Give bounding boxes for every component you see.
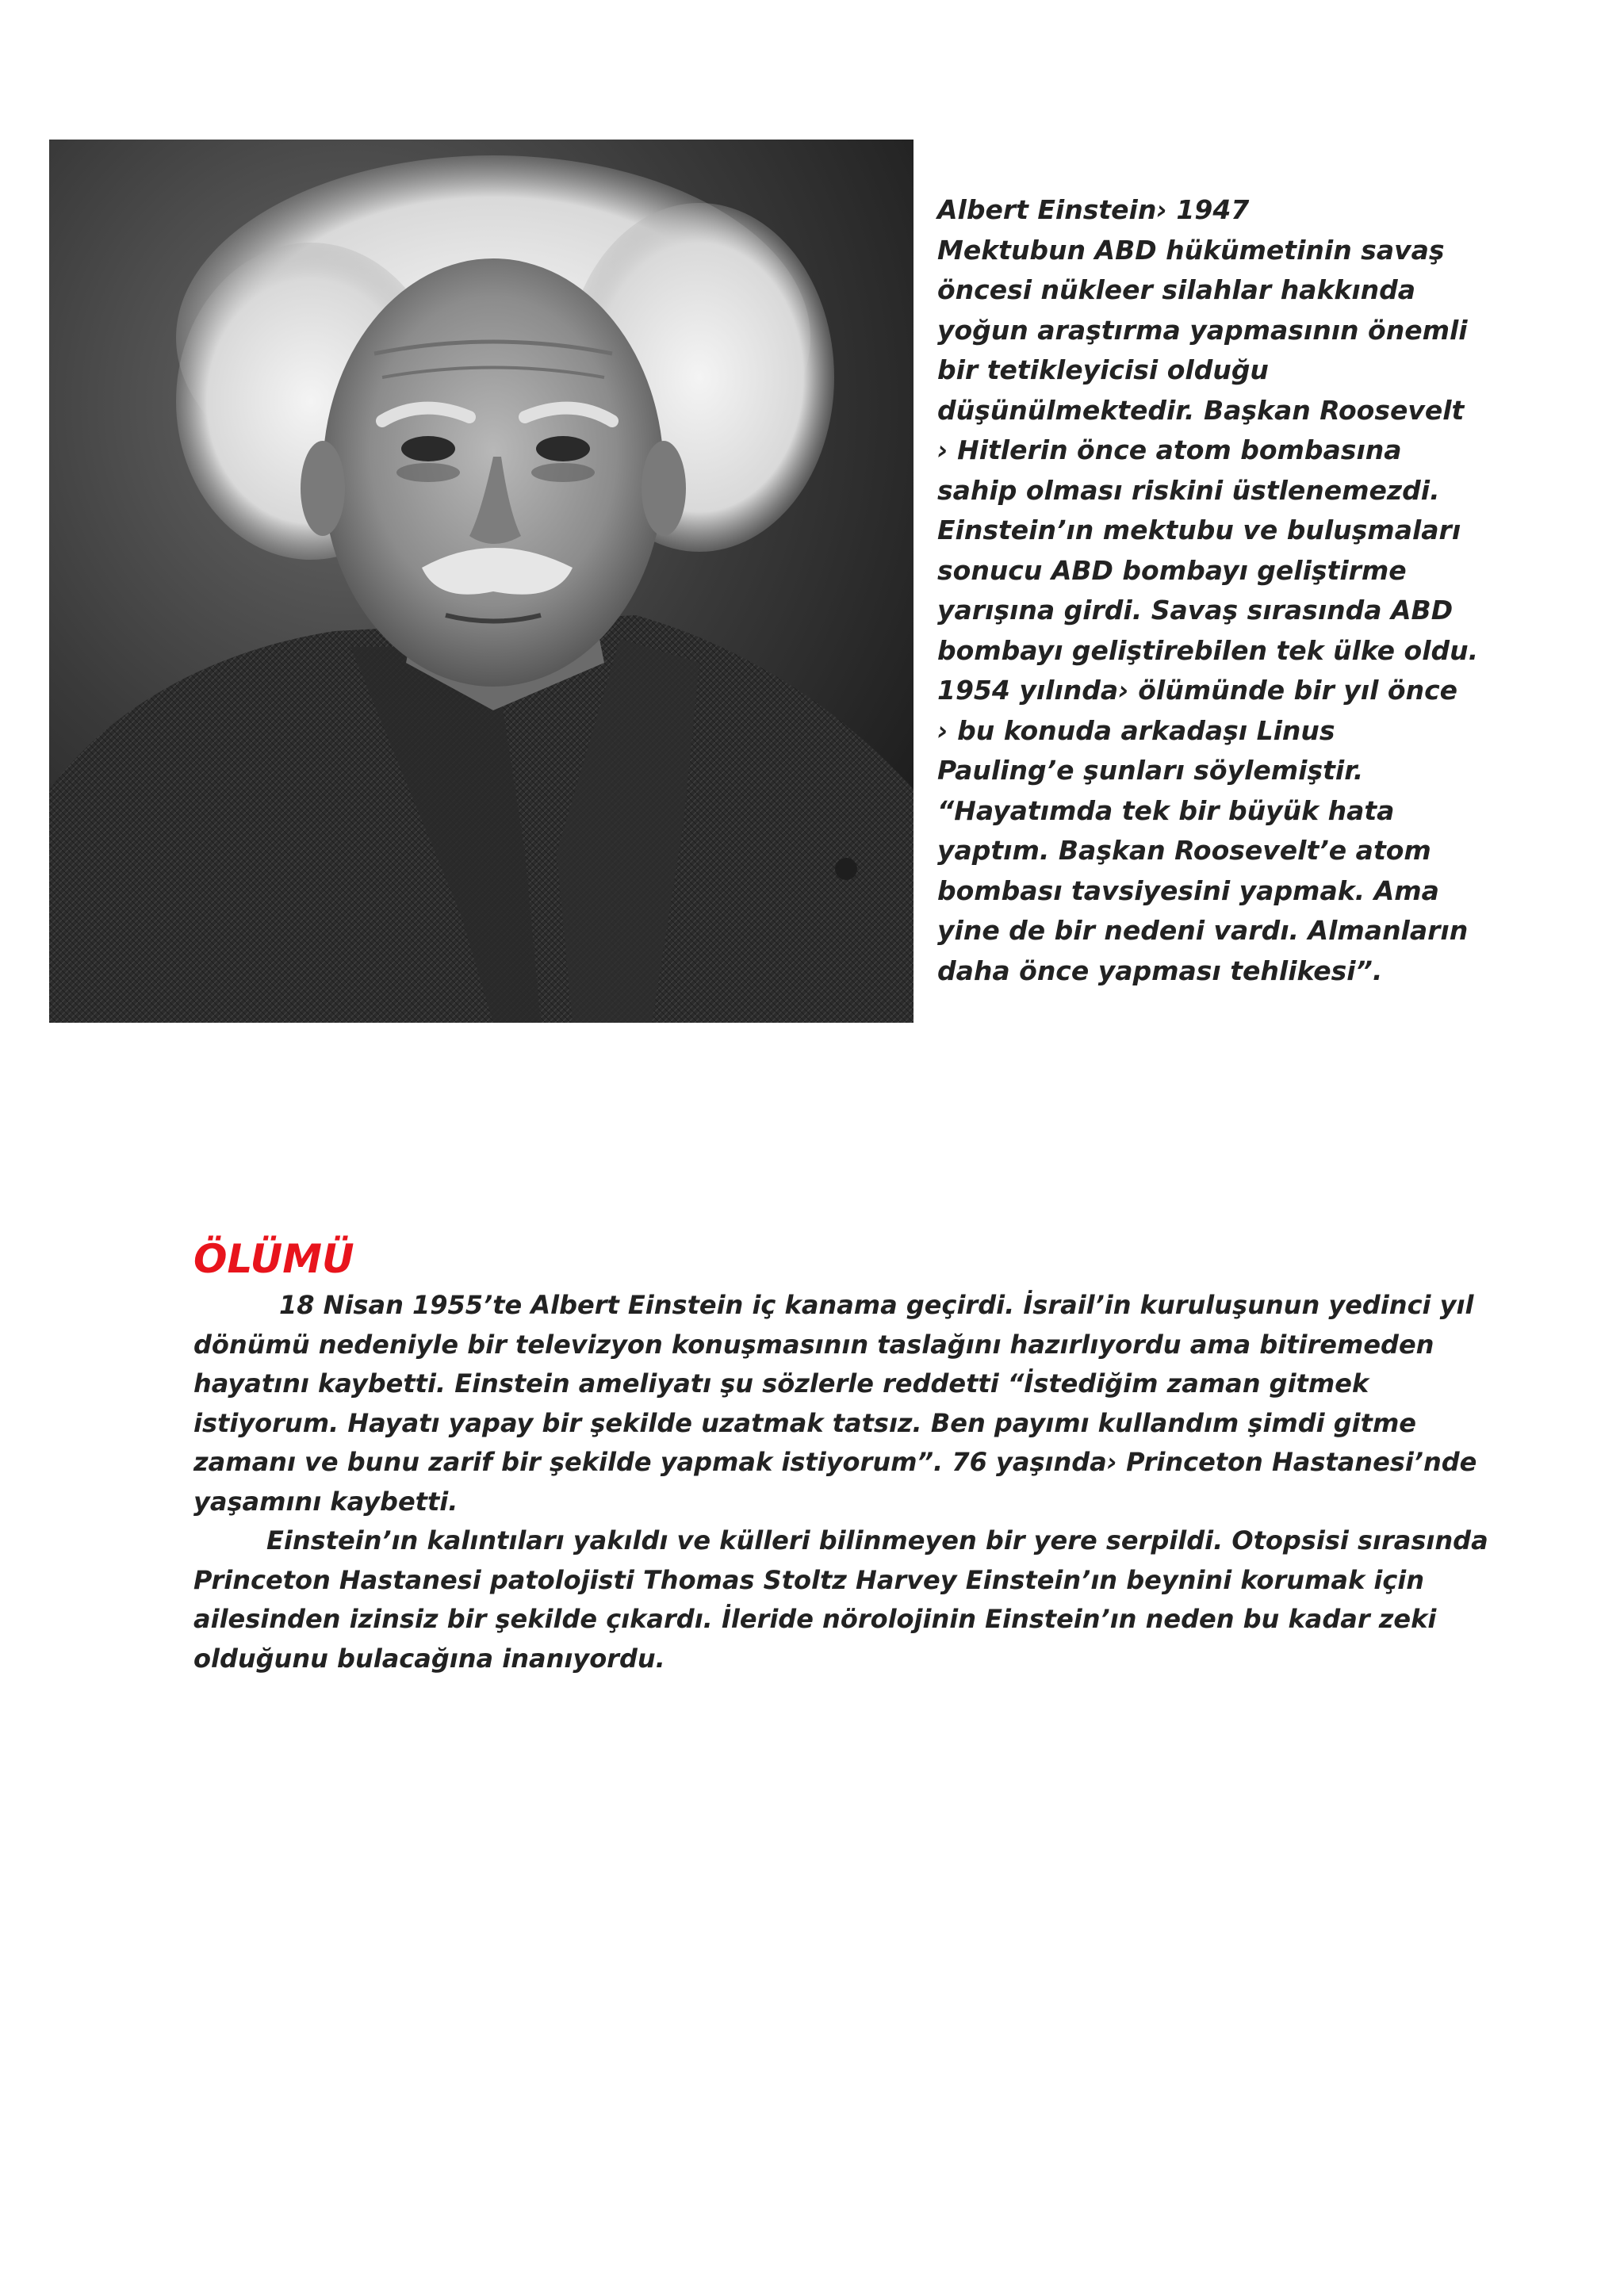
caption-line: bombası tavsiyesini yapmak. Ama <box>937 874 1439 906</box>
caption-line: yaptım. Başkan Roosevelt’e atom <box>937 835 1431 866</box>
caption-line: öncesi nükleer silahlar hakkında <box>937 274 1416 305</box>
death-section <box>193 1235 1494 1678</box>
section-body <box>193 1286 1494 1678</box>
paragraph-line: yaşamını kaybetti. <box>193 1486 458 1517</box>
caption-line: bir tetikleyicisi olduğu <box>937 354 1269 385</box>
caption-line: Einstein’ın mektubu ve buluşmaları <box>937 515 1461 545</box>
photo-caption <box>937 190 1479 991</box>
caption-line: › Hitlerin önce atom bombasına <box>937 434 1402 465</box>
caption-line: sonucu ABD bombayı geliştirme <box>937 554 1407 586</box>
caption-line: bombayı geliştirebilen tek ülke oldu. <box>937 634 1479 666</box>
caption-line: Pauling’e şunları söylemiştir. <box>937 755 1364 786</box>
paragraph-line: dönümü nedeniyle bir televizyon konuşmasının taslağını hazırlıyordu ama bitiremeden <box>193 1329 1434 1360</box>
caption-line: “Hayatımda tek bir büyük hata <box>937 794 1395 826</box>
paragraph-line: olduğunu bulacağına inanıyordu. <box>193 1643 665 1674</box>
paragraph-line: 18 Nisan 1955’te Albert Einstein iç kanama geçirdi. İsrail’in kuruluşunun yedinci yıl <box>279 1290 1474 1320</box>
caption-line: sahip olması riskini üstlenemezdi. <box>937 474 1440 506</box>
paragraph-line: ailesinden izinsiz bir şekilde çıkardı. İleride nörolojinin Einstein’ın neden bu kadar zeki <box>193 1604 1437 1634</box>
caption-line: Mektubun ABD hükümetinin savaş <box>937 234 1445 266</box>
caption-line: daha önce yapması tehlikesi”. <box>937 955 1383 986</box>
paragraph-line: Princeton Hastanesi patolojisti Thomas Stoltz Harvey Einstein’ın beynini korumak için <box>193 1564 1425 1595</box>
paragraph-line: zamanı ve bunu zarif bir şekilde yapmak istiyorum”. 76 yaşında› Princeton Hastanesi’nde <box>193 1447 1477 1477</box>
paragraph-line: Einstein’ın kalıntıları yakıldı ve külleri bilinmeyen bir yere serpildi. Otopsisi sırasında <box>266 1525 1488 1556</box>
caption-line: › bu konuda arkadaşı Linus <box>937 714 1335 746</box>
paragraph-line: hayatını kaybetti. Einstein ameliyatı şu sözlerle reddetti “İstediğim zaman gitmek <box>193 1368 1369 1399</box>
caption-line: 1954 yılında› ölümünde bir yıl önce <box>937 675 1458 706</box>
einstein-portrait-photo <box>49 140 914 1023</box>
caption-line: yarışına girdi. Savaş sırasında ABD <box>937 595 1454 626</box>
caption-line: düşünülmektedir. Başkan Roosevelt <box>937 394 1465 426</box>
caption-line: yoğun araştırma yapmasının önemli <box>937 314 1468 346</box>
paragraph-line: istiyorum. Hayatı yapay bir şekilde uzatmak tatsız. Ben payımı kullandım şimdi gitme <box>193 1407 1416 1438</box>
section-heading: ÖLÜMÜ <box>193 1236 354 1282</box>
caption-line: Albert Einstein› 1947 <box>937 194 1250 225</box>
caption-line: yine de bir nedeni vardı. Almanların <box>937 915 1469 946</box>
